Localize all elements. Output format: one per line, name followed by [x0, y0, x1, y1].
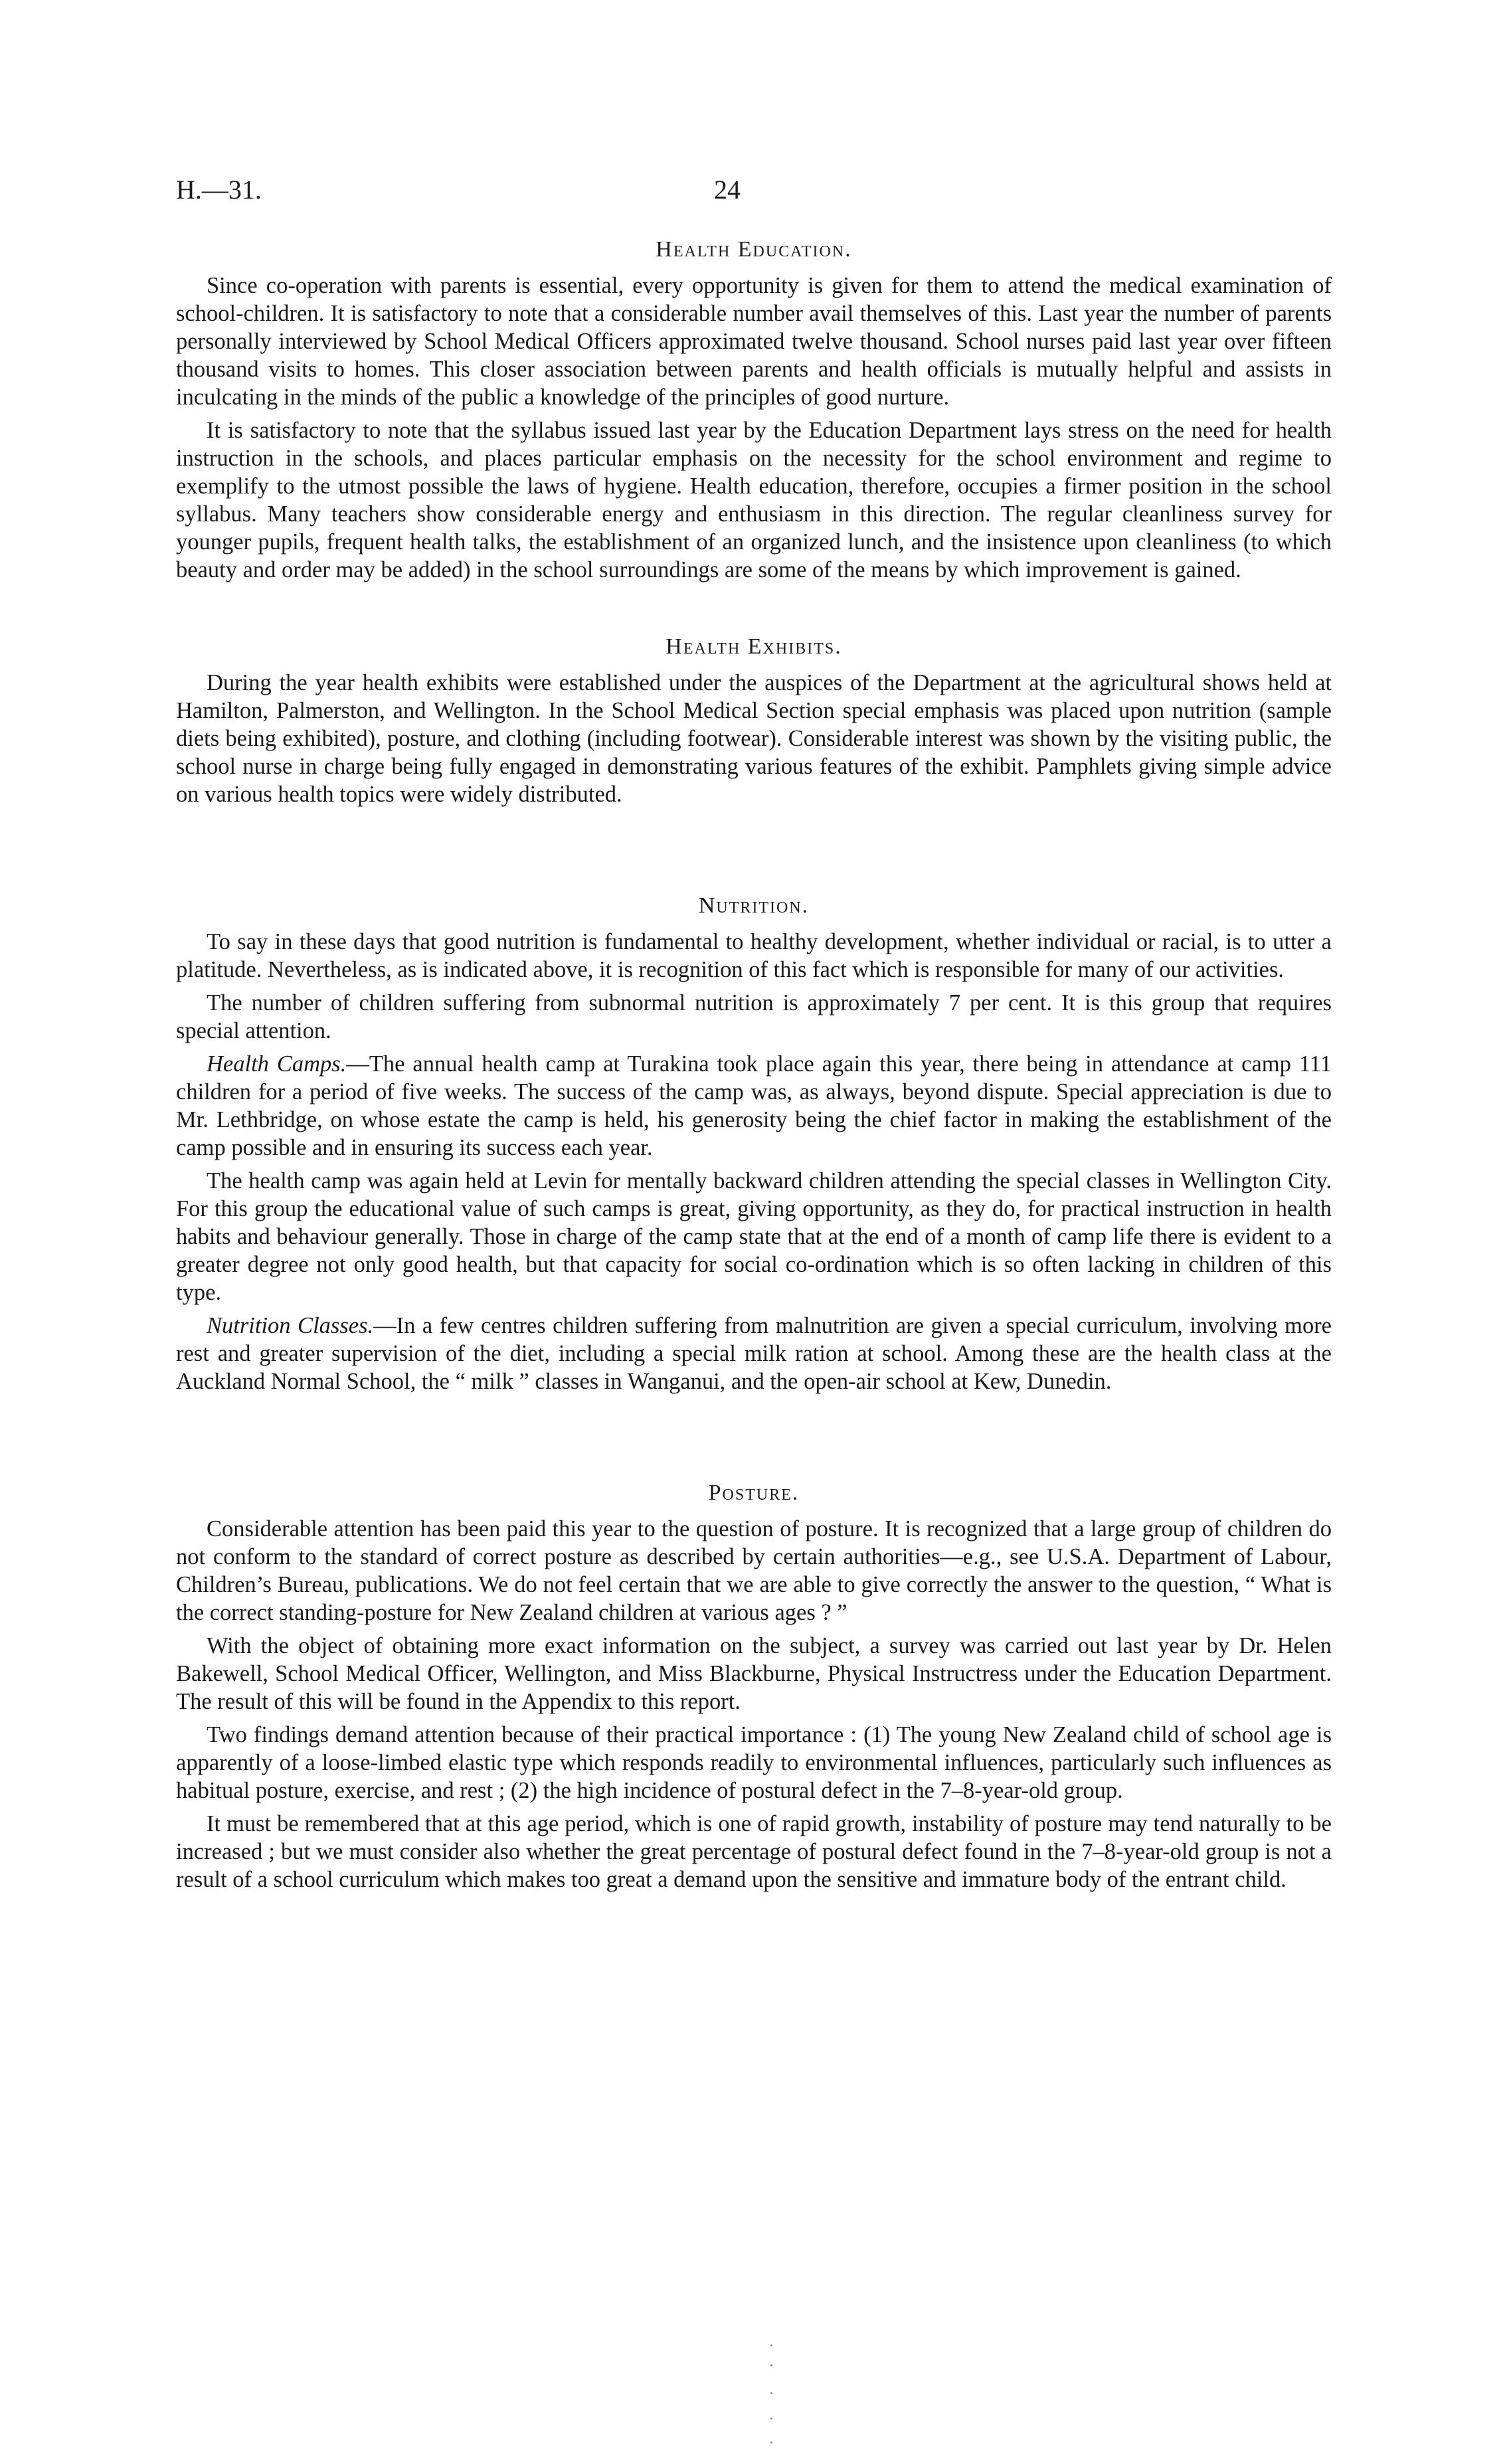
paragraph-text: —The annual health camp at Turakina took place again this year, there being in attendance at camp 111 children for a period of five weeks. The success of the camp was, as always, beyond dispute. Special appreciation is due to Mr. Lethbridge, on whose estate the camp is held, his generosity being the chief factor in making the establishment of the camp possible and in ensuring its success each year.	[176, 1051, 1332, 1160]
paragraph-lead: Nutrition Classes.	[207, 1313, 374, 1338]
paragraph-text: —In a few centres children suffering from malnutrition are given a special curriculum, involving more rest and greater supervision of the diet, including a special milk ration at school. Among these are the health class at the Auckland Normal School, the “ milk ” classes in Wanganui, and the open-air school at Kew, Dunedin.	[176, 1313, 1332, 1394]
section-health-exhibits	[176, 633, 1332, 808]
paragraph: It must be remembered that at this age period, which is one of rapid growth, instability of posture may tend naturally to be increased ; but we must consider also whether the great percentage of postural defect found in the 7–8-year-old group is not a result of a school curriculum which makes too great a demand upon the sensitive and immature body of the entrant child.	[176, 1811, 1332, 1892]
section-title: Health Exhibits.	[665, 634, 842, 659]
paragraph: It is satisfactory to note that the syllabus issued last year by the Education Department lays stress on the need for health instruction in the schools, and places particular emphasis on the necessity for the school environment and regime to exemplify to the utmost possible the laws of hygiene. Health education, therefore, occupies a firmer position in the school syllabus. Many teachers show considerable energy and enthusiasm in this direction. The regular cleanliness survey for younger pupils, frequent health talks, the establishment of an organized lunch, and the insistence upon cleanliness (to which beauty and order may be added) in the school surroundings are some of the means by which improvement is gained.	[176, 418, 1332, 582]
scan-specks	[770, 2344, 773, 2444]
paragraph: During the year health exhibits were established under the auspices of the Department at the agricultural shows held at Hamilton, Palmerston, and Wellington. In the School Medical Section special emphasis was placed upon nutrition (sample diets being exhibited), posture, and clothing (including footwear). Considerable interest was shown by the visiting public, the school nurse in charge being fully engaged in demonstrating various features of the exhibit. Pamphlets giving simple advice on various health topics were widely distributed.	[176, 670, 1332, 807]
section-health-education	[176, 236, 1332, 584]
paragraph: Since co-operation with parents is essential, every opportunity is given for them to attend the medical examination of school-children. It is satisfactory to note that a considerable number avail themselves of this. Last year the number of parents personally interviewed by School Medical Officers approximated twelve thousand. School nurses paid last year over fifteen thousand visits to homes. This closer association between parents and health officials is mutually helpful and assists in inculcating in the minds of the public a knowledge of the principles of good nurture.	[176, 273, 1332, 410]
paragraph	[176, 1312, 1332, 1395]
paragraph	[176, 1050, 1332, 1162]
paragraph: The health camp was again held at Levin for mentally backward children attending the special classes in Wellington City. For this group the educational value of such camps is great, giving opportunity, as they do, for practical instruction in health habits and behaviour generally. Those in charge of the camp state that at the end of a month of camp life there is evident to a greater degree not only good health, but that capacity for social co-ordination which is so often lacking in children of this type.	[176, 1168, 1332, 1305]
paragraph: With the object of obtaining more exact information on the subject, a survey was carried out last year by Dr. Helen Bakewell, School Medical Officer, Wellington, and Miss Blackburne, Physical Instructress under the Education Department. The result of this will be found in the Appendix to this report.	[176, 1633, 1332, 1714]
section-title: Posture.	[708, 1480, 800, 1505]
paragraph: To say in these days that good nutrition is fundamental to healthy development, whether individual or racial, is to utter a platitude. Nevertheless, as is indicated above, it is recognition of this fact which is responsible for many of our activities.	[176, 929, 1332, 982]
paragraph: Two findings demand attention because of their practical importance : (1) The young New Zealand child of school age is apparently of a loose-limbed elastic type which responds readily to environmental influences, particularly such influences as habitual posture, exercise, and rest ; (2) the high incidence of postural defect in the 7–8-year-old group.	[176, 1722, 1332, 1803]
section-nutrition	[176, 892, 1332, 1395]
section-title: Health Education.	[656, 237, 852, 262]
section-title: Nutrition.	[698, 893, 810, 918]
document-reference: H.—31.	[176, 175, 262, 205]
page-header	[176, 174, 1332, 214]
page-number: 24	[714, 175, 741, 205]
section-posture	[176, 1479, 1332, 1893]
paragraph-lead: Health Camps.	[207, 1051, 347, 1077]
paragraph: The number of children suffering from subnormal nutrition is approximately 7 per cent. It is this group that requires special attention.	[176, 990, 1332, 1043]
paragraph: Considerable attention has been paid this year to the question of posture. It is recognized that a large group of children do not conform to the standard of correct posture as described by certain authorities—e.g., see U.S.A. Department of Labour, Children’s Bureau, publications. We do not feel certain that we are able to give correctly the answer to the question, “ What is the correct standing-posture for New Zealand children at various ages ? ”	[176, 1516, 1332, 1625]
document-body	[176, 236, 1332, 1899]
